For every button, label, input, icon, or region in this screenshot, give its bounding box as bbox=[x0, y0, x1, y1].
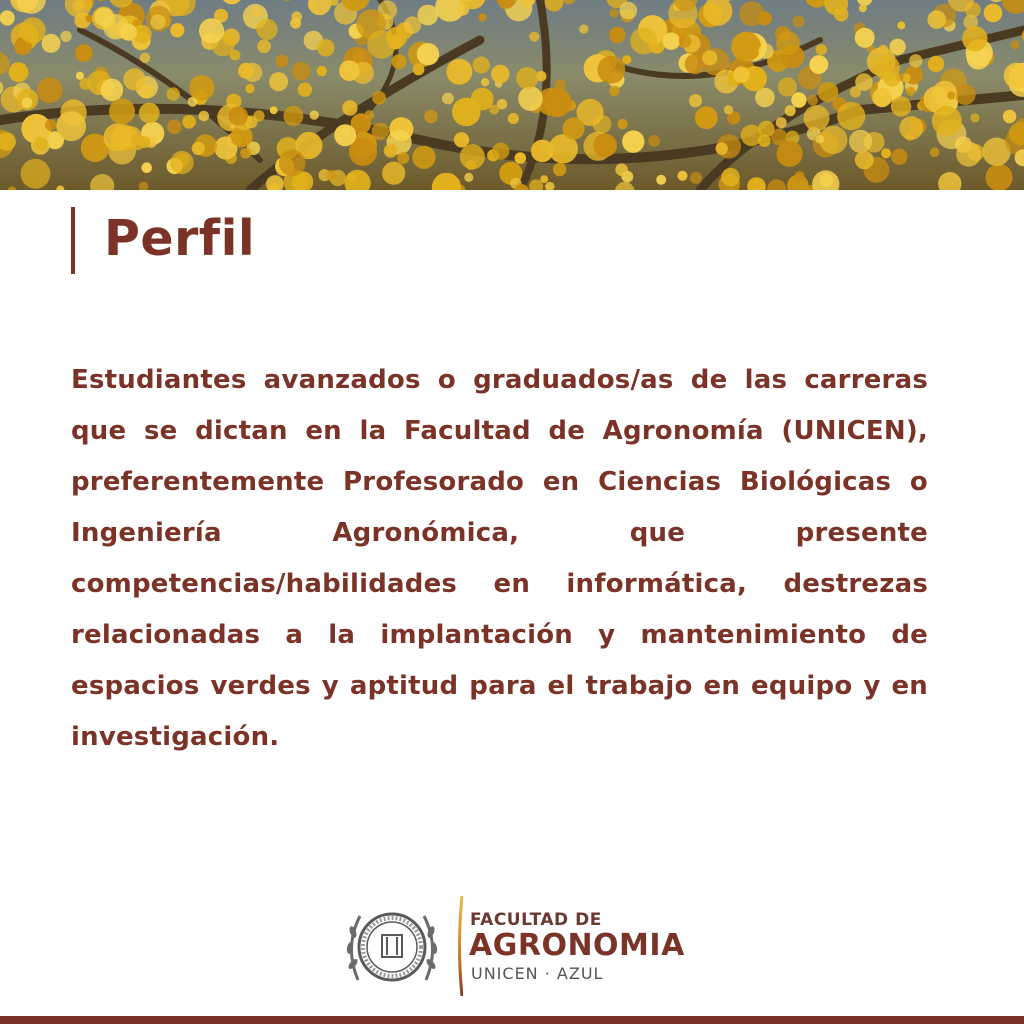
footer-bar bbox=[0, 1016, 1024, 1024]
title-accent-bar bbox=[71, 207, 75, 274]
profile-description: Estudiantes avanzados o graduados/as de las carreras que se dictan en la Facultad de Agronomía (UNICEN), preferentemente Profesorado en Ciencias Biológicas o Ingeniería Agronómica, que presente competencias/habilidades en informática, destrezas relacionadas a la implantación y mantenimiento de espacios verdes y aptitud para el trabajo en equipo y en investigación. bbox=[71, 365, 928, 752]
logo-line-2: AGRONOMIA bbox=[469, 928, 685, 963]
logo-line-3: UNICEN · AZUL bbox=[471, 964, 604, 983]
university-seal-icon bbox=[344, 902, 440, 992]
page-title: Perfil bbox=[104, 210, 256, 267]
logo-divider bbox=[457, 896, 463, 996]
logo-line-1: FACULTAD DE bbox=[470, 910, 602, 930]
faculty-logo bbox=[340, 892, 690, 1000]
header-photo bbox=[0, 0, 1024, 190]
flowering-tree-image bbox=[0, 0, 1024, 190]
